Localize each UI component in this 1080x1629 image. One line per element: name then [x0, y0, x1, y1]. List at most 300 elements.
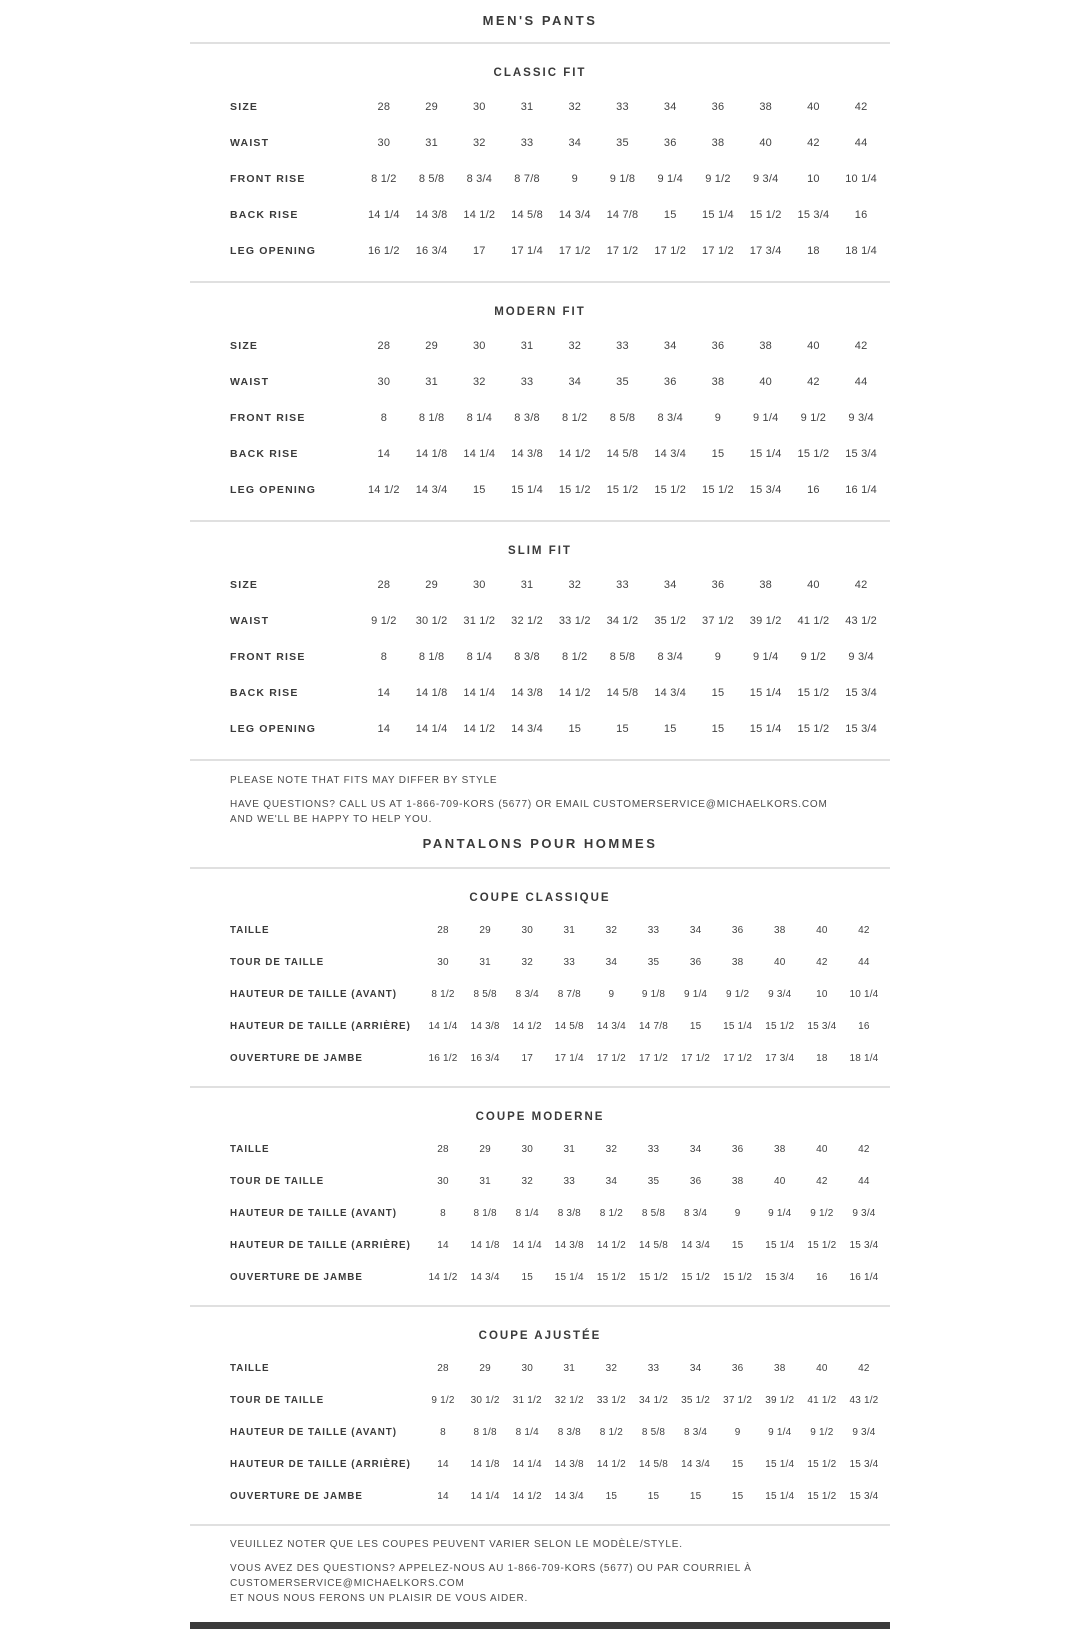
- size-value-cell: 17 1/4: [554, 1052, 584, 1064]
- size-value-cell: 14 1/2: [558, 448, 591, 460]
- table-row-hauteur-de-taille-arri-re: [230, 1229, 885, 1261]
- size-value-cell: 15 1/2: [681, 1271, 711, 1283]
- size-value-cell: 38: [731, 956, 744, 968]
- size-value-cell: 40: [774, 956, 786, 968]
- row-label: TAILLE: [230, 924, 270, 936]
- size-value-cell: 9 1/2: [800, 651, 827, 663]
- size-value-cell: 14 1/2: [367, 484, 400, 496]
- table-row-ouverture-de-jambe: [230, 1261, 885, 1293]
- section-title: COUPE CLASSIQUE: [469, 892, 611, 904]
- note-line: VOUS AVEZ DES QUESTIONS? APPELEZ-NOUS AU 1-866-709-KORS (5677) OU PAR COURRIEL À CUSTOMERSERVICE@MICHAELKORS.COM: [230, 1563, 752, 1589]
- size-value-cell: 15 1/4: [765, 1239, 795, 1251]
- size-value-cell: 15 3/4: [765, 1271, 795, 1283]
- size-value-cell: 33: [647, 1362, 660, 1374]
- size-value-cell: 38: [759, 579, 772, 591]
- size-value-cell: 36: [711, 340, 725, 352]
- size-value-cell: 29: [425, 101, 438, 113]
- size-value-cell: 14 3/8: [554, 1458, 584, 1470]
- size-value-cell: 15 1/2: [558, 484, 591, 496]
- size-value-cell: 35: [647, 1175, 660, 1187]
- section-classic-fit: [190, 67, 890, 281]
- size-value-cell: 31 1/2: [512, 1394, 542, 1406]
- size-value-cell: 33 1/2: [558, 615, 591, 627]
- table-row-hauteur-de-taille-avant: [230, 978, 885, 1010]
- size-value-cell: 41 1/2: [797, 615, 830, 627]
- table-row-taille: [230, 1133, 885, 1165]
- horizontal-divider: [190, 1524, 890, 1526]
- row-label: TOUR DE TAILLE: [230, 1394, 325, 1406]
- size-chart-page: [190, 13, 890, 1606]
- size-value-cell: 17 1/2: [681, 1052, 711, 1064]
- table-row-hauteur-de-taille-arri-re: [230, 1448, 885, 1480]
- row-label: OUVERTURE DE JAMBE: [230, 1490, 363, 1502]
- size-value-cell: 8 3/4: [657, 651, 683, 663]
- size-value-cell: 9 1/2: [431, 1394, 455, 1406]
- size-value-cell: 14 3/8: [554, 1239, 584, 1251]
- table-row-ouverture-de-jambe: [230, 1042, 885, 1074]
- size-value-cell: 44: [858, 1175, 870, 1187]
- size-value-cell: 9 1/4: [683, 988, 708, 1000]
- size-table: [190, 1133, 890, 1305]
- size-value-cell: 30: [472, 340, 486, 352]
- row-label: LEG OPENING: [230, 484, 317, 496]
- size-value-cell: 14 1/4: [470, 1490, 500, 1502]
- row-label: FRONT RISE: [230, 412, 306, 424]
- size-value-cell: 38: [774, 924, 786, 936]
- size-value-cell: 14 1/4: [415, 723, 448, 735]
- french-page-title: PANTALONS POUR HOMMES: [422, 836, 658, 851]
- size-value-cell: 15 1/2: [797, 448, 830, 460]
- size-value-cell: 8: [440, 1207, 446, 1219]
- size-value-cell: 14 1/4: [463, 448, 496, 460]
- table-row-waist: [230, 364, 885, 400]
- size-value-cell: 29: [479, 924, 491, 936]
- size-value-cell: 15 1/2: [638, 1271, 668, 1283]
- size-value-cell: 32: [521, 1175, 533, 1187]
- size-value-cell: 15: [647, 1490, 660, 1502]
- size-value-cell: 33: [616, 579, 629, 591]
- size-value-cell: 8: [380, 651, 388, 663]
- size-value-cell: 42: [858, 924, 870, 936]
- size-value-cell: 15: [731, 1239, 744, 1251]
- size-value-cell: 14 3/4: [681, 1239, 711, 1251]
- horizontal-divider: [190, 42, 890, 44]
- size-value-cell: 30: [521, 1143, 533, 1155]
- size-value-cell: 33: [520, 376, 534, 388]
- table-row-size: [230, 567, 885, 603]
- size-value-cell: 9 1/2: [810, 1426, 834, 1438]
- size-value-cell: 30 1/2: [415, 615, 448, 627]
- size-value-cell: 15 1/4: [511, 484, 543, 496]
- row-label: HAUTEUR DE TAILLE (AVANT): [230, 1207, 398, 1219]
- size-value-cell: 8 3/4: [683, 1207, 708, 1219]
- size-value-cell: 8 1/8: [473, 1207, 497, 1219]
- english-size-charts: [190, 67, 890, 761]
- table-row-tour-de-taille: [230, 946, 885, 978]
- size-value-cell: 8: [440, 1426, 446, 1438]
- note: [230, 773, 890, 788]
- size-value-cell: 9 1/4: [752, 412, 779, 424]
- size-value-cell: 9 3/4: [848, 412, 874, 424]
- size-value-cell: 14: [377, 723, 391, 735]
- size-value-cell: 15: [711, 723, 725, 735]
- section-coupe-ajust-e: [190, 1330, 890, 1524]
- size-value-cell: 15: [663, 209, 677, 221]
- size-value-cell: 31: [520, 579, 534, 591]
- size-value-cell: 8 7/8: [514, 173, 540, 185]
- row-label: LEG OPENING: [230, 723, 317, 735]
- row-label: WAIST: [230, 376, 270, 388]
- size-value-cell: 35 1/2: [681, 1394, 711, 1406]
- size-value-cell: 15 1/2: [702, 484, 734, 496]
- note-line: HAVE QUESTIONS? CALL US AT 1-866-709-KORS (5677) OR EMAIL CUSTOMERSERVICE@MICHAELKORS.COM: [230, 799, 828, 810]
- size-value-cell: 15: [663, 723, 677, 735]
- note-line: ET NOUS NOUS FERONS UN PLAISIR DE VOUS AIDER.: [230, 1593, 529, 1604]
- row-label: FRONT RISE: [230, 651, 306, 663]
- size-value-cell: 32: [605, 1362, 618, 1374]
- size-value-cell: 8 1/2: [562, 412, 588, 424]
- horizontal-divider: [190, 520, 890, 522]
- size-value-cell: 14 3/4: [681, 1458, 711, 1470]
- note-line: VEUILLEZ NOTER QUE LES COUPES PEUVENT VARIER SELON LE MODÈLE/STYLE.: [230, 1539, 683, 1550]
- size-value-cell: 14 3/4: [596, 1020, 626, 1032]
- row-label: OUVERTURE DE JAMBE: [230, 1271, 363, 1283]
- section-title: COUPE AJUSTÉE: [478, 1330, 602, 1342]
- size-value-cell: 42: [816, 956, 828, 968]
- table-row-size: [230, 89, 885, 125]
- size-value-cell: 15 1/2: [606, 484, 639, 496]
- size-value-cell: 14 5/8: [554, 1020, 584, 1032]
- size-value-cell: 15: [731, 1490, 744, 1502]
- size-value-cell: 15: [568, 723, 582, 735]
- size-value-cell: 14 1/4: [463, 687, 496, 699]
- row-label: TAILLE: [230, 1143, 270, 1155]
- size-value-cell: 8 1/8: [418, 651, 445, 663]
- size-value-cell: 38: [774, 1362, 786, 1374]
- size-value-cell: 15 1/4: [749, 448, 782, 460]
- row-label: BACK RISE: [230, 687, 299, 699]
- size-value-cell: 37 1/2: [702, 615, 734, 627]
- size-value-cell: 40: [816, 1362, 828, 1374]
- size-value-cell: 16: [854, 209, 868, 221]
- size-value-cell: 34 1/2: [606, 615, 639, 627]
- size-value-cell: 15 1/2: [749, 209, 782, 221]
- table-row-back-rise: [230, 197, 885, 233]
- size-value-cell: 15 3/4: [845, 687, 878, 699]
- size-value-cell: 42: [858, 1362, 870, 1374]
- size-value-cell: 38: [774, 1143, 786, 1155]
- size-value-cell: 17 1/2: [638, 1052, 668, 1064]
- size-value-cell: 30 1/2: [470, 1394, 500, 1406]
- size-value-cell: 9 1/4: [657, 173, 683, 185]
- size-value-cell: 9 3/4: [848, 651, 874, 663]
- size-value-cell: 14 1/4: [512, 1458, 542, 1470]
- table-row-size: [230, 328, 885, 364]
- size-value-cell: 17 1/4: [511, 245, 543, 257]
- size-value-cell: 15 1/2: [654, 484, 687, 496]
- size-value-cell: 35 1/2: [654, 615, 687, 627]
- note: [230, 1537, 890, 1552]
- size-value-cell: 15 3/4: [807, 1020, 837, 1032]
- size-value-cell: 15 1/2: [723, 1271, 753, 1283]
- size-value-cell: 9 1/2: [705, 173, 731, 185]
- size-value-cell: 16 3/4: [415, 245, 448, 257]
- footer-top-edge: [190, 1622, 890, 1629]
- size-value-cell: 8 1/8: [418, 412, 445, 424]
- french-size-charts: [190, 892, 890, 1526]
- size-value-cell: 15 1/4: [749, 723, 782, 735]
- size-value-cell: 15 3/4: [849, 1458, 879, 1470]
- size-value-cell: 34: [568, 137, 582, 149]
- size-value-cell: 32: [568, 340, 582, 352]
- size-value-cell: 36: [731, 924, 744, 936]
- note-line: PLEASE NOTE THAT FITS MAY DIFFER BY STYLE: [230, 775, 498, 786]
- size-value-cell: 28: [377, 101, 391, 113]
- size-value-cell: 42: [816, 1175, 828, 1187]
- horizontal-divider: [190, 759, 890, 761]
- size-value-cell: 15 1/2: [797, 723, 830, 735]
- size-value-cell: 15: [521, 1271, 533, 1283]
- size-value-cell: 15 1/4: [702, 209, 734, 221]
- size-value-cell: 8 5/8: [473, 988, 497, 1000]
- size-value-cell: 15 1/2: [807, 1458, 837, 1470]
- size-value-cell: 28: [437, 1143, 449, 1155]
- row-label: HAUTEUR DE TAILLE (ARRIÈRE): [230, 1458, 411, 1470]
- size-value-cell: 16 1/4: [845, 484, 878, 496]
- size-value-cell: 28: [437, 924, 449, 936]
- size-value-cell: 18: [816, 1052, 828, 1064]
- row-label: FRONT RISE: [230, 173, 306, 185]
- size-value-cell: 8 3/4: [657, 412, 683, 424]
- size-value-cell: 34: [689, 1143, 702, 1155]
- size-value-cell: 14 1/2: [463, 209, 496, 221]
- size-value-cell: 33: [616, 340, 629, 352]
- size-value-cell: 36: [689, 956, 702, 968]
- size-value-cell: 31: [479, 956, 491, 968]
- size-value-cell: 14 1/8: [470, 1239, 500, 1251]
- size-value-cell: 8 3/8: [514, 651, 540, 663]
- size-value-cell: 8 5/8: [418, 173, 445, 185]
- size-value-cell: 14 3/4: [654, 448, 687, 460]
- size-value-cell: 14 3/8: [511, 687, 543, 699]
- table-row-tour-de-taille: [230, 1165, 885, 1197]
- size-value-cell: 14: [377, 687, 391, 699]
- size-value-cell: 42: [807, 137, 820, 149]
- size-value-cell: 8 3/8: [514, 412, 540, 424]
- row-label: HAUTEUR DE TAILLE (AVANT): [230, 988, 398, 1000]
- size-value-cell: 17 1/2: [654, 245, 687, 257]
- size-value-cell: 32: [568, 579, 582, 591]
- size-value-cell: 14 5/8: [511, 209, 543, 221]
- row-label: BACK RISE: [230, 209, 299, 221]
- section-coupe-classique: [190, 892, 890, 1086]
- size-value-cell: 10: [807, 173, 820, 185]
- size-value-cell: 34: [689, 924, 702, 936]
- size-value-cell: 34: [605, 1175, 618, 1187]
- size-value-cell: 14 1/4: [367, 209, 400, 221]
- size-value-cell: 14 3/4: [415, 484, 448, 496]
- size-value-cell: 15 1/2: [797, 687, 830, 699]
- size-value-cell: 14 3/4: [558, 209, 591, 221]
- horizontal-divider: [190, 281, 890, 283]
- size-value-cell: 42: [854, 101, 868, 113]
- size-value-cell: 32: [568, 101, 582, 113]
- size-value-cell: 16 1/4: [849, 1271, 879, 1283]
- size-table: [190, 89, 890, 281]
- size-value-cell: 42: [807, 376, 820, 388]
- size-value-cell: 8 3/4: [683, 1426, 708, 1438]
- size-value-cell: 33: [563, 1175, 576, 1187]
- size-value-cell: 35: [616, 376, 629, 388]
- size-value-cell: 28: [377, 579, 391, 591]
- section-slim-fit: [190, 545, 890, 759]
- size-value-cell: 34: [663, 101, 677, 113]
- size-value-cell: 35: [647, 956, 660, 968]
- size-value-cell: 8 1/4: [466, 412, 493, 424]
- row-label: OUVERTURE DE JAMBE: [230, 1052, 363, 1064]
- size-value-cell: 30: [521, 924, 533, 936]
- row-label: BACK RISE: [230, 448, 299, 460]
- size-value-cell: 9: [714, 412, 722, 424]
- size-value-cell: 14 3/4: [470, 1271, 500, 1283]
- row-label: TOUR DE TAILLE: [230, 956, 325, 968]
- table-row-front-rise: [230, 639, 885, 675]
- size-value-cell: 44: [858, 956, 870, 968]
- table-row-taille: [230, 914, 885, 946]
- size-table: [190, 328, 890, 520]
- size-value-cell: 15 3/4: [749, 484, 782, 496]
- size-value-cell: 8 1/2: [371, 173, 397, 185]
- size-value-cell: 32 1/2: [511, 615, 543, 627]
- size-value-cell: 34 1/2: [638, 1394, 668, 1406]
- size-value-cell: 34: [689, 1362, 702, 1374]
- size-value-cell: 15: [616, 723, 629, 735]
- size-value-cell: 15 3/4: [849, 1239, 879, 1251]
- size-value-cell: 14: [437, 1490, 449, 1502]
- size-value-cell: 17: [472, 245, 486, 257]
- size-value-cell: 35: [616, 137, 629, 149]
- size-value-cell: 34: [663, 579, 677, 591]
- size-value-cell: 42: [854, 340, 868, 352]
- table-row-ouverture-de-jambe: [230, 1480, 885, 1512]
- size-value-cell: 15 1/4: [765, 1490, 795, 1502]
- size-value-cell: 15 3/4: [845, 723, 878, 735]
- size-value-cell: 14 1/4: [512, 1239, 542, 1251]
- table-row-back-rise: [230, 436, 885, 472]
- page-title: MEN'S PANTS: [482, 13, 598, 28]
- size-value-cell: 36: [731, 1362, 744, 1374]
- size-value-cell: 15: [605, 1490, 618, 1502]
- size-value-cell: 15 1/4: [749, 687, 782, 699]
- size-value-cell: 9 3/4: [752, 173, 779, 185]
- size-value-cell: 15: [711, 448, 725, 460]
- size-value-cell: 14: [377, 448, 391, 460]
- size-table: [190, 914, 890, 1086]
- size-value-cell: 17 3/4: [765, 1052, 795, 1064]
- size-value-cell: 8 5/8: [641, 1207, 666, 1219]
- size-value-cell: 40: [807, 101, 820, 113]
- size-value-cell: 14 1/2: [512, 1020, 542, 1032]
- size-value-cell: 32: [472, 137, 486, 149]
- size-value-cell: 14 7/8: [638, 1020, 668, 1032]
- row-label: HAUTEUR DE TAILLE (ARRIÈRE): [230, 1239, 411, 1251]
- row-label: SIZE: [230, 579, 259, 591]
- size-value-cell: 8 1/2: [562, 651, 588, 663]
- size-value-cell: 44: [854, 137, 868, 149]
- size-value-cell: 36: [689, 1175, 702, 1187]
- size-value-cell: 37 1/2: [723, 1394, 753, 1406]
- size-value-cell: 29: [425, 340, 438, 352]
- size-value-cell: 31 1/2: [463, 615, 496, 627]
- table-row-tour-de-taille: [230, 1384, 885, 1416]
- size-value-cell: 8 7/8: [557, 988, 581, 1000]
- size-value-cell: 14 3/4: [511, 723, 543, 735]
- size-value-cell: 14 1/2: [512, 1490, 542, 1502]
- size-value-cell: 14 1/2: [428, 1271, 458, 1283]
- size-value-cell: 40: [807, 579, 820, 591]
- size-value-cell: 9 1/2: [810, 1207, 834, 1219]
- size-value-cell: 31: [563, 1143, 576, 1155]
- size-value-cell: 8 3/8: [557, 1426, 581, 1438]
- size-value-cell: 9 1/2: [371, 615, 397, 627]
- table-row-front-rise: [230, 400, 885, 436]
- size-value-cell: 32: [521, 956, 533, 968]
- row-label: TOUR DE TAILLE: [230, 1175, 325, 1187]
- size-value-cell: 30: [377, 137, 391, 149]
- size-value-cell: 43 1/2: [849, 1394, 879, 1406]
- size-value-cell: 9 3/4: [852, 1426, 876, 1438]
- note-line: AND WE'LL BE HAPPY TO HELP YOU.: [230, 814, 433, 825]
- size-value-cell: 18: [807, 245, 820, 257]
- size-value-cell: 14 3/8: [415, 209, 448, 221]
- table-row-hauteur-de-taille-avant: [230, 1197, 885, 1229]
- size-value-cell: 17 1/2: [702, 245, 734, 257]
- size-value-cell: 14: [437, 1458, 449, 1470]
- section-coupe-moderne: [190, 1111, 890, 1305]
- size-value-cell: 18 1/4: [849, 1052, 879, 1064]
- size-value-cell: 9 1/4: [768, 1426, 792, 1438]
- size-value-cell: 9 1/8: [641, 988, 666, 1000]
- size-value-cell: 14 1/8: [415, 687, 448, 699]
- size-value-cell: 9: [734, 1207, 741, 1219]
- size-value-cell: 16: [816, 1271, 828, 1283]
- size-value-cell: 36: [663, 137, 677, 149]
- size-value-cell: 8 3/8: [557, 1207, 581, 1219]
- table-row-waist: [230, 125, 885, 161]
- english-notes: [230, 773, 890, 827]
- size-value-cell: 14 1/4: [428, 1020, 458, 1032]
- row-label: SIZE: [230, 340, 259, 352]
- size-value-cell: 17 1/2: [558, 245, 591, 257]
- size-value-cell: 14 3/8: [470, 1020, 500, 1032]
- size-value-cell: 16: [858, 1020, 870, 1032]
- size-value-cell: 14 5/8: [606, 448, 639, 460]
- table-row-taille: [230, 1352, 885, 1384]
- row-label: LEG OPENING: [230, 245, 317, 257]
- size-value-cell: 8 1/2: [431, 988, 455, 1000]
- table-row-waist: [230, 603, 885, 639]
- note: [230, 797, 890, 827]
- size-value-cell: 38: [711, 376, 725, 388]
- size-value-cell: 8 1/8: [473, 1426, 497, 1438]
- size-value-cell: 8 1/2: [599, 1426, 624, 1438]
- table-row-hauteur-de-taille-arri-re: [230, 1010, 885, 1042]
- size-value-cell: 10 1/4: [845, 173, 878, 185]
- size-value-cell: 8 1/4: [515, 1207, 539, 1219]
- row-label: HAUTEUR DE TAILLE (AVANT): [230, 1426, 398, 1438]
- size-value-cell: 14 3/4: [554, 1490, 584, 1502]
- size-value-cell: 28: [377, 340, 391, 352]
